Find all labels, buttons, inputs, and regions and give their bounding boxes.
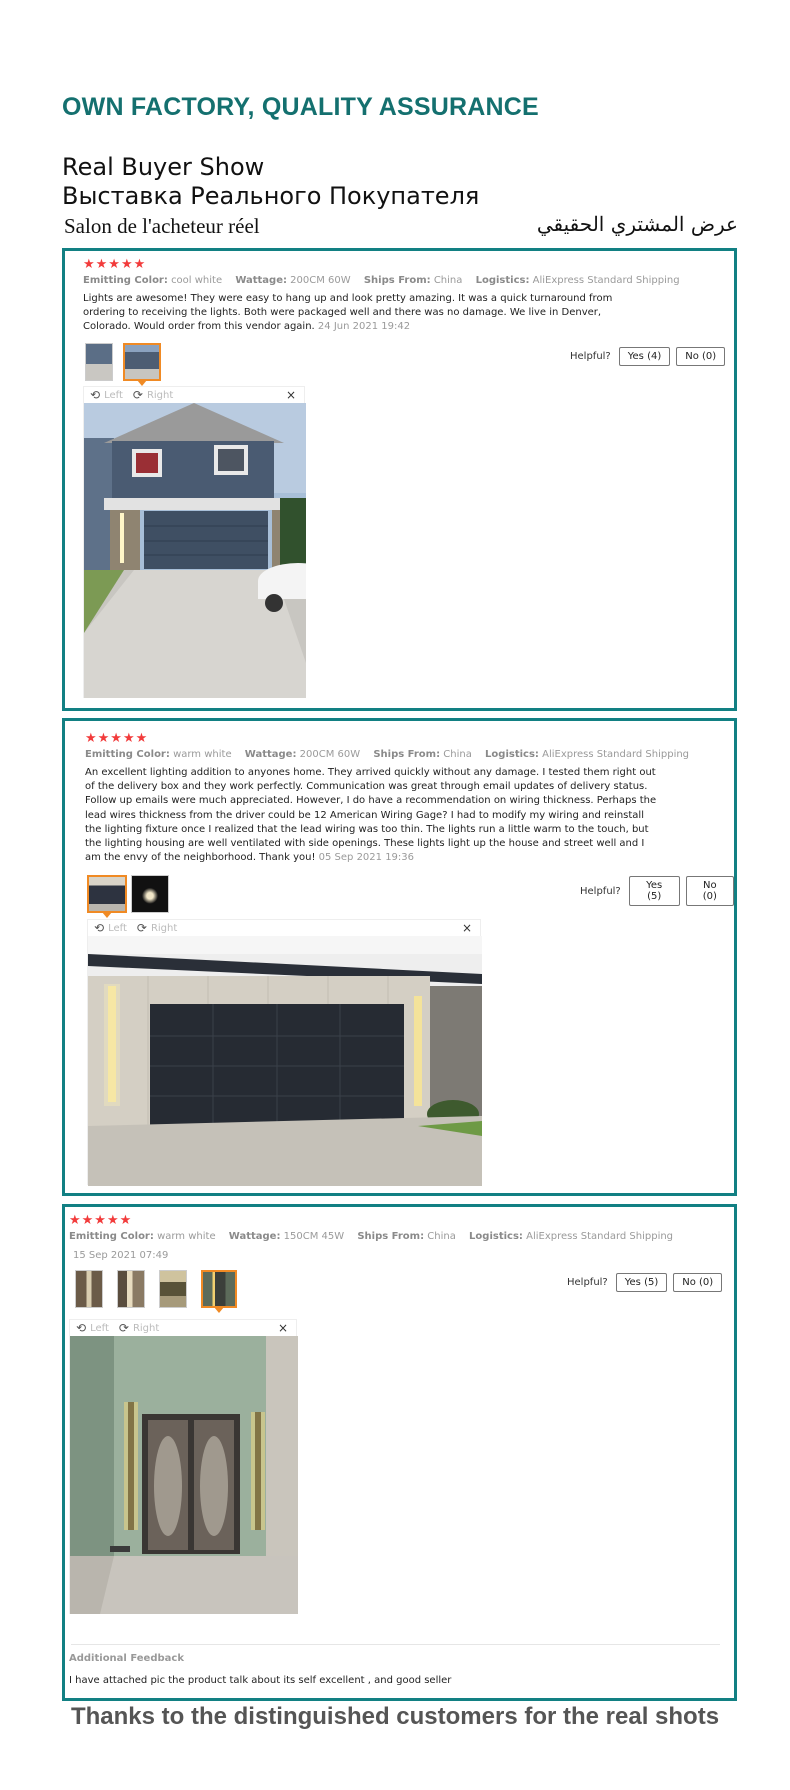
garage-photo <box>88 936 482 1186</box>
rotate-left-icon[interactable]: ⟲ <box>94 921 105 935</box>
photo-thumbnail[interactable] <box>131 875 169 913</box>
helpful-no-button[interactable]: No (0) <box>686 876 734 906</box>
review-card-3 <box>62 1204 737 1701</box>
rotate-right-icon[interactable]: ⟳ <box>136 921 147 935</box>
review-text: An excellent lighting addition to anyones home. They arrived quickly without any damage. I tested them right out of the delivery box and they work perfectly. Communication was great through email updates of delivery status. Follow up emails were much appreciated. However, I do have a recommendation on wiring thickness. Perhaps the lead wires thickness from the driver could be 12 American Wiring Gage? I had to modify my wiring and reinstall the lighting fixture once I realized that the lead wiring was too thin. The lights run a little warm to the touch, but the lighting housing are well ventilated with side openings. These lights light up the house and street well and I am the envy of the neighborhood. Thank you! 05 Sep 2021 19:36 <box>85 767 657 864</box>
rotate-left-label[interactable]: Left <box>108 922 127 934</box>
photo-thumbnails <box>75 1270 237 1308</box>
review-photo <box>70 1336 298 1614</box>
helpful-yes-button[interactable]: Yes (5) <box>616 1273 668 1292</box>
rotate-right-icon[interactable]: ⟳ <box>132 388 143 402</box>
rating-stars: ★★★★★ <box>69 1213 133 1228</box>
review-date: 15 Sep 2021 07:49 <box>73 1250 169 1261</box>
rotate-right-label[interactable]: Right <box>146 389 174 401</box>
review-date: 05 Sep 2021 19:36 <box>318 852 415 864</box>
buyer-show-title-fr: Salon de l'acheteur réel <box>64 214 260 238</box>
photo-viewer <box>83 386 305 698</box>
review-date: 24 Jun 2021 19:42 <box>317 321 411 333</box>
photo-thumbnail-active[interactable] <box>201 1270 237 1308</box>
photo-thumbnail[interactable] <box>159 1270 187 1308</box>
review-text: Lights are awesome! They were easy to hang up and look pretty amazing. It was a quick turnaround from ordering to receiving the lights. Both were packaged well and there was no damage. We live in Denver, Colorado. Would order from this vendor again. 24 Jun 2021 19:42 <box>83 293 613 333</box>
helpful-label: Helpful? <box>567 1277 608 1288</box>
factory-title: OWN FACTORY, QUALITY ASSURANCE <box>62 93 539 121</box>
review-photo <box>88 936 482 1186</box>
photo-thumbnail-active[interactable] <box>87 875 127 913</box>
photo-thumbnails <box>87 875 169 913</box>
rating-stars: ★★★★★ <box>83 257 147 272</box>
viewer-toolbar <box>88 920 480 936</box>
photo-thumbnail-active[interactable] <box>123 343 161 381</box>
rotate-right-icon[interactable]: ⟳ <box>118 1321 129 1335</box>
close-icon[interactable]: × <box>277 1321 288 1335</box>
photo-thumbnail[interactable] <box>75 1270 103 1308</box>
rating-stars: ★★★★★ <box>85 731 149 746</box>
review-card-1 <box>62 248 737 711</box>
helpful-label: Helpful? <box>570 351 611 362</box>
thanks-caption: Thanks to the distinguished customers for the real shots <box>70 1703 720 1730</box>
viewer-toolbar <box>84 387 304 403</box>
entrance-door-photo <box>70 1336 298 1614</box>
photo-thumbnail[interactable] <box>85 343 113 381</box>
photo-viewer <box>87 919 481 1185</box>
buyer-show-title-ar: عرض المشتري الحقيقي <box>536 212 738 236</box>
close-icon[interactable]: × <box>461 921 472 935</box>
review-attributes: Emitting Color: warm white Wattage: 200CM 60W Ships From: China Logistics: AliExpress Standard Shipping <box>85 749 690 760</box>
helpful-label: Helpful? <box>580 885 621 897</box>
buyer-show-title-en: Real Buyer Show <box>62 153 265 181</box>
rotate-left-label[interactable]: Left <box>104 389 123 401</box>
additional-feedback-label: Additional Feedback <box>69 1653 184 1664</box>
helpful-group <box>567 1273 722 1292</box>
buyer-show-title-ru: Выставка Реального Покупателя <box>62 182 480 210</box>
helpful-yes-button[interactable]: Yes (5) <box>629 876 680 906</box>
photo-thumbnail[interactable] <box>117 1270 145 1308</box>
close-icon[interactable]: × <box>285 388 296 402</box>
viewer-toolbar <box>70 1320 296 1336</box>
additional-feedback-text: I have attached pic the product talk about its self excellent , and good seller <box>69 1675 452 1686</box>
review-photo <box>84 403 306 698</box>
helpful-group <box>570 347 725 366</box>
rotate-right-label[interactable]: Right <box>132 1322 160 1334</box>
review-attributes: Emitting Color: warm white Wattage: 150CM 45W Ships From: China Logistics: AliExpress Standard Shipping <box>69 1231 674 1242</box>
helpful-no-button[interactable]: No (0) <box>673 1273 722 1292</box>
helpful-no-button[interactable]: No (0) <box>676 347 725 366</box>
rotate-right-label[interactable]: Right <box>150 922 178 934</box>
photo-viewer <box>69 1319 297 1614</box>
rotate-left-icon[interactable]: ⟲ <box>90 388 101 402</box>
rotate-left-label[interactable]: Left <box>90 1322 109 1334</box>
review-card-2 <box>62 718 737 1196</box>
helpful-group <box>580 876 734 906</box>
rotate-left-icon[interactable]: ⟲ <box>76 1321 87 1335</box>
photo-thumbnails <box>85 343 161 381</box>
helpful-yes-button[interactable]: Yes (4) <box>619 347 671 366</box>
divider <box>71 1644 720 1645</box>
house-garage-photo <box>84 403 306 698</box>
review-attributes: Emitting Color: cool white Wattage: 200CM 60W Ships From: China Logistics: AliExpress Standard Shipping <box>83 275 680 286</box>
